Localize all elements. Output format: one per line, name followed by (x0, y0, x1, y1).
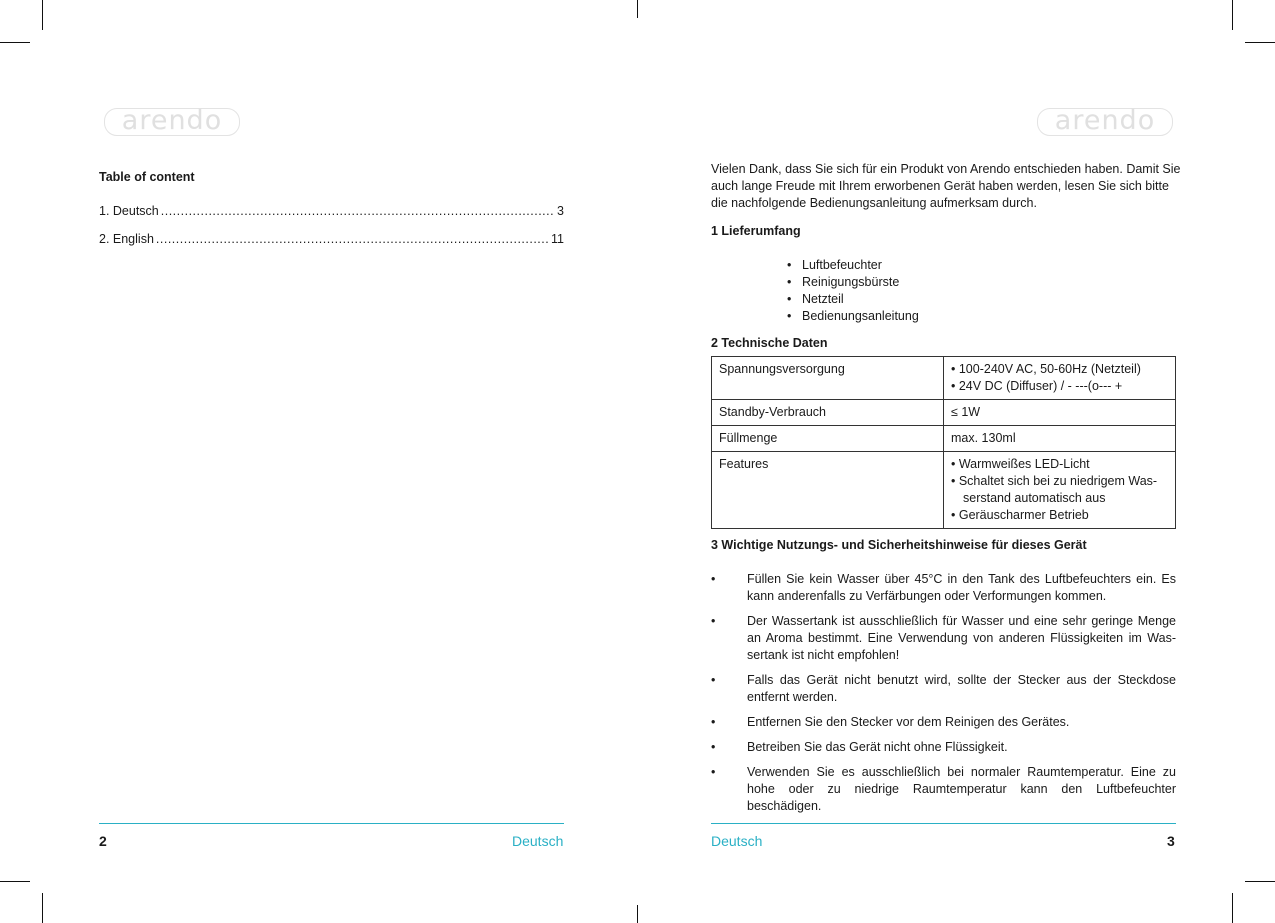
spec-value-line: ≤ 1W (951, 405, 981, 419)
spec-value-line: max. 130ml (951, 431, 1016, 445)
safety-note-text: Entfernen Sie den Stecker vor dem Reinigen des Gerätes. (747, 715, 1070, 729)
list-item: • Bedienungsanleitung (787, 308, 919, 325)
spec-value-line: • Geräuscharmer Betrieb (951, 508, 1089, 522)
spec-value-line: • Warmweißes LED-Licht (951, 457, 1090, 471)
intro-paragraph: Vielen Dank, dass Sie sich für ein Produkt von Arendo entschieden haben. Damit Sie auch lange Freude mit Ihrem erworbenen Gerät haben werden, lesen Sie sich bitte die nachfolgende Bedienungsanleitung aufmerksam durch. (711, 162, 1181, 210)
list-item (711, 613, 1176, 664)
page-number-right: 3 (1167, 833, 1175, 849)
list-item: • Netzteil (787, 291, 919, 308)
toc-leader-dots (156, 232, 549, 246)
crop-mark (0, 42, 30, 43)
toc-entry-page: 11 (551, 232, 564, 246)
brand-logo-left: arendo (104, 108, 240, 136)
list-item: • Luftbefeuchter (787, 257, 919, 274)
spec-key: Spannungsversorgung (712, 357, 944, 400)
crop-mark (1232, 893, 1233, 923)
bullet-icon: • (711, 715, 716, 729)
crop-mark (1245, 881, 1275, 882)
spec-value (944, 400, 1176, 426)
safety-notes-list (711, 571, 1176, 823)
table-row (712, 357, 1176, 400)
spec-key: Standby-Verbrauch (712, 400, 944, 426)
footer-rule-left (99, 823, 564, 824)
safety-note-text: Falls das Gerät nicht benutzt wird, sollte der Stecker aus der Steckdose entfernt werden. (747, 673, 1176, 704)
crop-mark (42, 0, 43, 30)
toc-entry-deutsch[interactable] (99, 204, 564, 218)
bullet-icon: • (711, 614, 716, 628)
page-number-left: 2 (99, 833, 107, 849)
toc-title: Table of content (99, 170, 195, 184)
bullet-icon: • (711, 740, 716, 754)
spec-value (944, 426, 1176, 452)
spec-value (944, 452, 1176, 529)
crop-mark (42, 893, 43, 923)
spec-key: Features (712, 452, 944, 529)
footer-language-right: Deutsch (711, 833, 763, 849)
toc-entry-english[interactable] (99, 232, 564, 246)
safety-note-text: Verwenden Sie es ausschließlich bei normaler Raumtemperatur. Eine zu hohe oder zu niedrige Raumtemperatur kann den Luftbefeuchter beschädigen. (747, 765, 1176, 813)
crop-mark (0, 881, 30, 882)
bullet-icon: • (711, 673, 716, 687)
delivery-contents-list (787, 257, 919, 325)
list-item (711, 714, 1176, 731)
toc-entry-label: 1. Deutsch (99, 204, 159, 218)
spec-table (711, 356, 1176, 529)
spec-value (944, 357, 1176, 400)
safety-note-text: Der Wassertank ist ausschließlich für Wasser und eine sehr geringe Menge an Aroma bestimmt. Eine Verwendung von anderen Flüssigkeiten im Was-sertank ist nicht empfohlen! (747, 614, 1176, 662)
brand-logo-right: arendo (1037, 108, 1173, 136)
footer-language-left: Deutsch (512, 833, 564, 849)
list-item (711, 672, 1176, 706)
crop-mark (1232, 0, 1233, 30)
safety-note-text: Betreiben Sie das Gerät nicht ohne Flüssigkeit. (747, 740, 1008, 754)
toc-entry-label: 2. English (99, 232, 154, 246)
table-row (712, 452, 1176, 529)
section-heading-technische-daten: 2 Technische Daten (711, 336, 828, 350)
crop-mark (1245, 42, 1275, 43)
bullet-icon: • (711, 572, 716, 586)
list-item: • Reinigungsbürste (787, 274, 919, 291)
bullet-icon: • (711, 765, 716, 779)
list-item (711, 764, 1176, 815)
section-heading-sicherheitshinweise: 3 Wichtige Nutzungs- und Sicherheitshinweise für dieses Gerät (711, 538, 1087, 552)
footer-rule-right (711, 823, 1176, 824)
toc-entry-page: 3 (557, 204, 564, 218)
spec-value-line: • 24V DC (Diffuser) / - ---(o--- + (951, 379, 1123, 393)
table-row (712, 426, 1176, 452)
crop-mark (637, 905, 638, 923)
list-item (711, 571, 1176, 605)
safety-note-text: Füllen Sie kein Wasser über 45°C in den Tank des Luftbefeuchters ein. Es kann anderenfalls zu Verfärbungen oder Verformungen kommen. (747, 572, 1176, 603)
table-row (712, 400, 1176, 426)
spec-value-line: • Schaltet sich bei zu niedrigem Was-serstand automatisch aus (951, 474, 1158, 505)
section-heading-lieferumfang: 1 Lieferumfang (711, 224, 801, 238)
list-item (711, 739, 1176, 756)
toc-leader-dots (161, 204, 555, 218)
crop-mark (637, 0, 638, 18)
spec-value-line: • 100-240V AC, 50-60Hz (Netzteil) (951, 362, 1141, 376)
spec-key: Füllmenge (712, 426, 944, 452)
